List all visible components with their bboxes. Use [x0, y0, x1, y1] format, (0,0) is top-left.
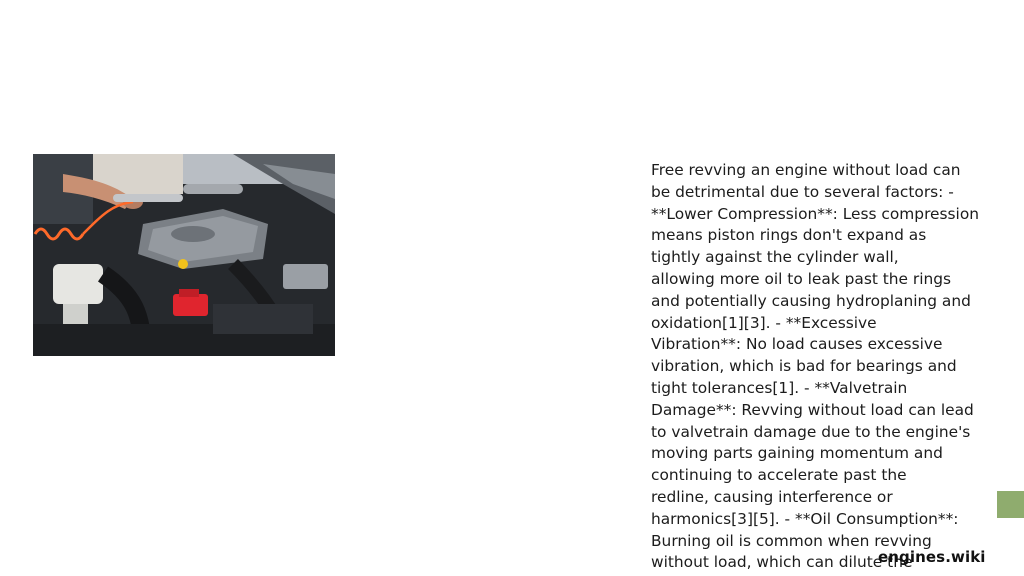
engine-bay-illustration [33, 154, 335, 356]
engine-bay-photo [33, 154, 335, 356]
brand-watermark: engines.wiki [878, 548, 986, 566]
side-accent-tab[interactable] [997, 491, 1024, 518]
article-body-text: Free revving an engine without load can be detrimental due to several factors: - **Lower Compression**: Less compression means piston rings don't expand as tightly against the cylinder wall, allowing more oil to leak past the rings and potentially causing hydroplaning and oxidation[1][3]. - **Excessive Vibration**: No load causes excessive vibration, which is bad for bearings and tight tolerances[1]. - **Valvetrain Damage**: Revving without load can lead to valvetrain damage due to the engine's moving parts gaining momentum and continuing to accelerate past the redline, causing interference or harmonics[3][5]. - **Oil Consumption**: Burning oil is common when revving without load, which can dilute the [651, 161, 980, 572]
